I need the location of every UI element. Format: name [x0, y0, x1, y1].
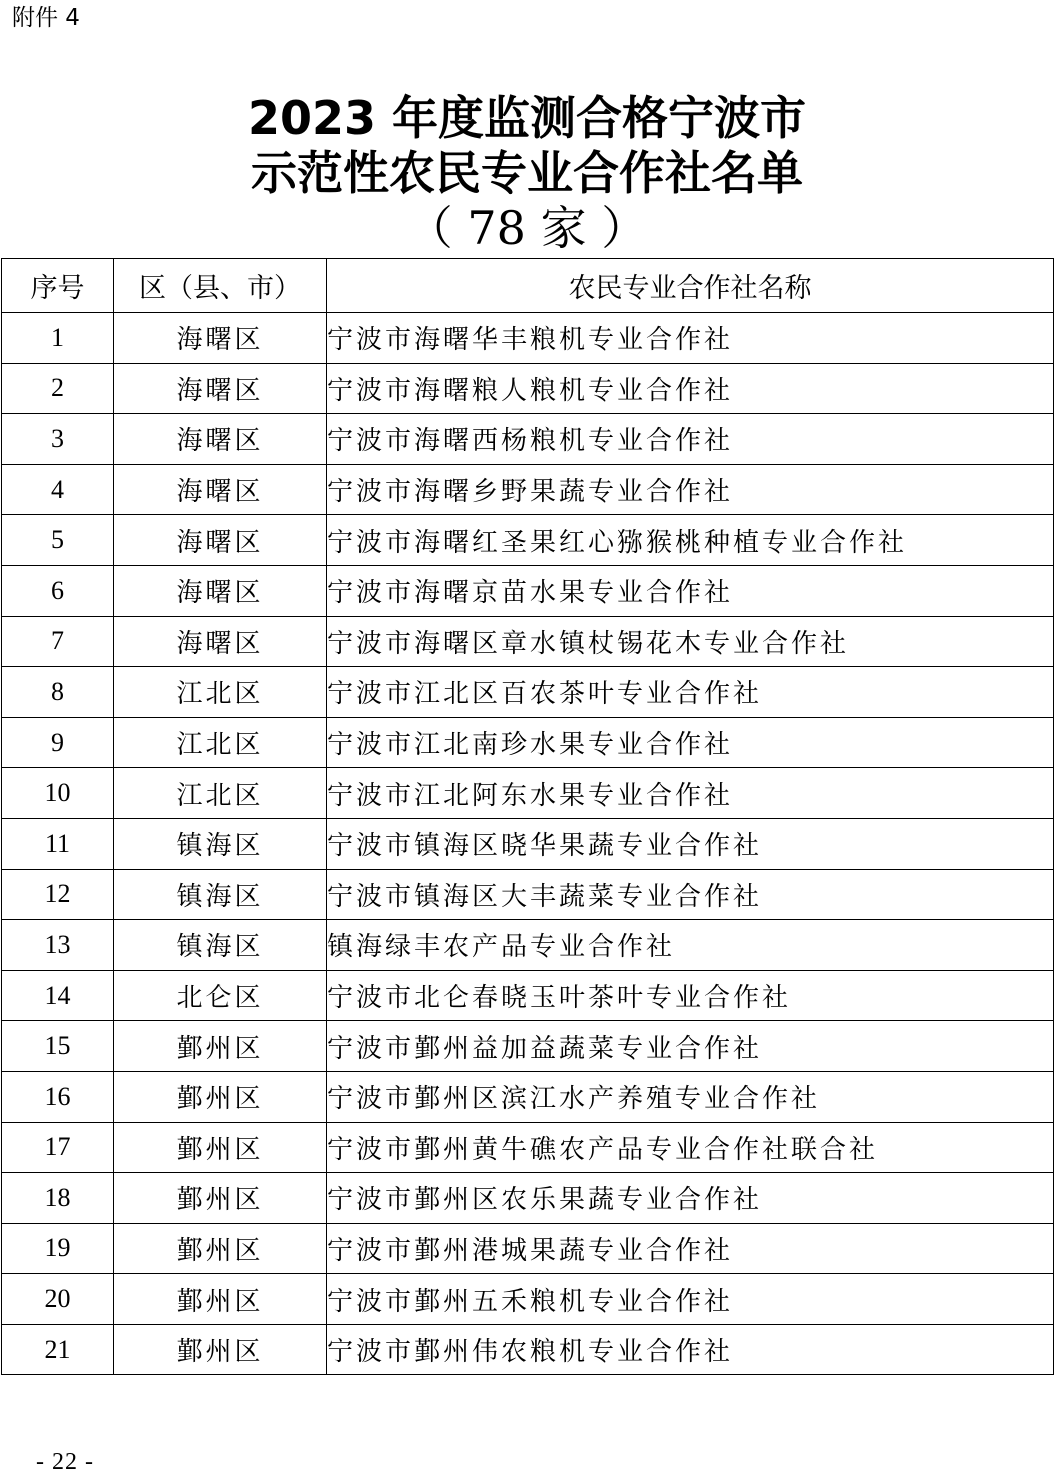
- document-title-line-1: 2023 年度监测合格宁波市: [247, 91, 807, 145]
- serial-number-cell: 1: [2, 313, 114, 364]
- serial-number-cell: 19: [2, 1223, 114, 1274]
- table-row: [2, 1274, 1054, 1325]
- district-cell: 北仑区: [114, 970, 327, 1021]
- cooperative-name-cell: 宁波市海曙乡野果蔬专业合作社: [327, 464, 1054, 515]
- cooperative-name-cell: 宁波市海曙华丰粮机专业合作社: [327, 313, 1054, 364]
- cooperative-name-cell: 宁波市海曙京苗水果专业合作社: [327, 565, 1054, 616]
- cooperative-name-cell: 宁波市镇海区晓华果蔬专业合作社: [327, 818, 1054, 869]
- district-cell: 海曙区: [114, 565, 327, 616]
- table-row: [2, 1223, 1054, 1274]
- table-row: [2, 515, 1054, 566]
- district-cell: 海曙区: [114, 414, 327, 465]
- serial-number-cell: 13: [2, 920, 114, 971]
- table-row: [2, 464, 1054, 515]
- cooperative-name-cell: 宁波市北仑春晓玉叶茶叶专业合作社: [327, 970, 1054, 1021]
- header-cooperative-name: 农民专业合作社名称: [327, 259, 1054, 313]
- cooperative-name-cell: 宁波市海曙西杨粮机专业合作社: [327, 414, 1054, 465]
- cooperative-name-cell: 宁波市海曙区章水镇杖锡花木专业合作社: [327, 616, 1054, 667]
- serial-number-cell: 7: [2, 616, 114, 667]
- district-cell: 江北区: [114, 717, 327, 768]
- district-cell: 鄞州区: [114, 1173, 327, 1224]
- cooperative-name-cell: 宁波市镇海区大丰蔬菜专业合作社: [327, 869, 1054, 920]
- table-row: [2, 1173, 1054, 1224]
- table-row: [2, 1021, 1054, 1072]
- table-row: [2, 313, 1054, 364]
- cooperative-name-cell: 宁波市江北阿东水果专业合作社: [327, 768, 1054, 819]
- district-cell: 海曙区: [114, 464, 327, 515]
- cooperative-name-cell: 宁波市海曙粮人粮机专业合作社: [327, 363, 1054, 414]
- serial-number-cell: 21: [2, 1324, 114, 1375]
- district-cell: 海曙区: [114, 363, 327, 414]
- cooperative-name-cell: 宁波市鄞州黄牛礁农产品专业合作社联合社: [327, 1122, 1054, 1173]
- table-row: [2, 363, 1054, 414]
- cooperative-name-cell: 宁波市鄞州伟农粮机专业合作社: [327, 1324, 1054, 1375]
- table-row: [2, 1324, 1054, 1375]
- header-serial-number: 序号: [2, 259, 114, 313]
- serial-number-cell: 20: [2, 1274, 114, 1325]
- serial-number-cell: 6: [2, 565, 114, 616]
- district-cell: 海曙区: [114, 616, 327, 667]
- table-row: [2, 768, 1054, 819]
- district-cell: 镇海区: [114, 818, 327, 869]
- cooperative-name-cell: 宁波市鄞州益加益蔬菜专业合作社: [327, 1021, 1054, 1072]
- district-cell: 海曙区: [114, 313, 327, 364]
- document-title-count: （ 78 家 ）: [406, 201, 648, 255]
- cooperative-name-cell: 宁波市海曙红圣果红心猕猴桃种植专业合作社: [327, 515, 1054, 566]
- district-cell: 江北区: [114, 768, 327, 819]
- serial-number-cell: 18: [2, 1173, 114, 1224]
- district-cell: 鄞州区: [114, 1274, 327, 1325]
- serial-number-cell: 5: [2, 515, 114, 566]
- table-row: [2, 1122, 1054, 1173]
- serial-number-cell: 4: [2, 464, 114, 515]
- cooperative-name-cell: 宁波市江北南珍水果专业合作社: [327, 717, 1054, 768]
- cooperative-name-cell: 宁波市鄞州五禾粮机专业合作社: [327, 1274, 1054, 1325]
- page-number: - 22 -: [36, 1449, 94, 1475]
- serial-number-cell: 9: [2, 717, 114, 768]
- serial-number-cell: 12: [2, 869, 114, 920]
- header-district: 区（县、市）: [114, 259, 327, 313]
- table-row: [2, 414, 1054, 465]
- serial-number-cell: 8: [2, 667, 114, 718]
- table-header-row: [2, 259, 1054, 313]
- table-row: [2, 970, 1054, 1021]
- district-cell: 鄞州区: [114, 1122, 327, 1173]
- table-row: [2, 869, 1054, 920]
- cooperative-name-cell: 镇海绿丰农产品专业合作社: [327, 920, 1054, 971]
- district-cell: 鄞州区: [114, 1223, 327, 1274]
- cooperative-name-cell: 宁波市鄞州港城果蔬专业合作社: [327, 1223, 1054, 1274]
- district-cell: 鄞州区: [114, 1021, 327, 1072]
- table-row: [2, 616, 1054, 667]
- cooperative-name-cell: 宁波市江北区百农茶叶专业合作社: [327, 667, 1054, 718]
- district-cell: 海曙区: [114, 515, 327, 566]
- serial-number-cell: 3: [2, 414, 114, 465]
- attachment-label: 附件 4: [12, 5, 80, 31]
- cooperative-table: [1, 258, 1054, 1375]
- serial-number-cell: 2: [2, 363, 114, 414]
- district-cell: 鄞州区: [114, 1071, 327, 1122]
- table-row: [2, 1071, 1054, 1122]
- table-row: [2, 667, 1054, 718]
- document-title-line-2: 示范性农民专业合作社名单: [251, 146, 803, 200]
- table-row: [2, 717, 1054, 768]
- district-cell: 镇海区: [114, 869, 327, 920]
- cooperative-name-cell: 宁波市鄞州区滨江水产养殖专业合作社: [327, 1071, 1054, 1122]
- table-body: [2, 313, 1054, 1375]
- serial-number-cell: 17: [2, 1122, 114, 1173]
- serial-number-cell: 16: [2, 1071, 114, 1122]
- district-cell: 鄞州区: [114, 1324, 327, 1375]
- district-cell: 江北区: [114, 667, 327, 718]
- cooperative-name-cell: 宁波市鄞州区农乐果蔬专业合作社: [327, 1173, 1054, 1224]
- table-row: [2, 818, 1054, 869]
- serial-number-cell: 14: [2, 970, 114, 1021]
- serial-number-cell: 15: [2, 1021, 114, 1072]
- district-cell: 镇海区: [114, 920, 327, 971]
- serial-number-cell: 11: [2, 818, 114, 869]
- serial-number-cell: 10: [2, 768, 114, 819]
- table-row: [2, 920, 1054, 971]
- table-row: [2, 565, 1054, 616]
